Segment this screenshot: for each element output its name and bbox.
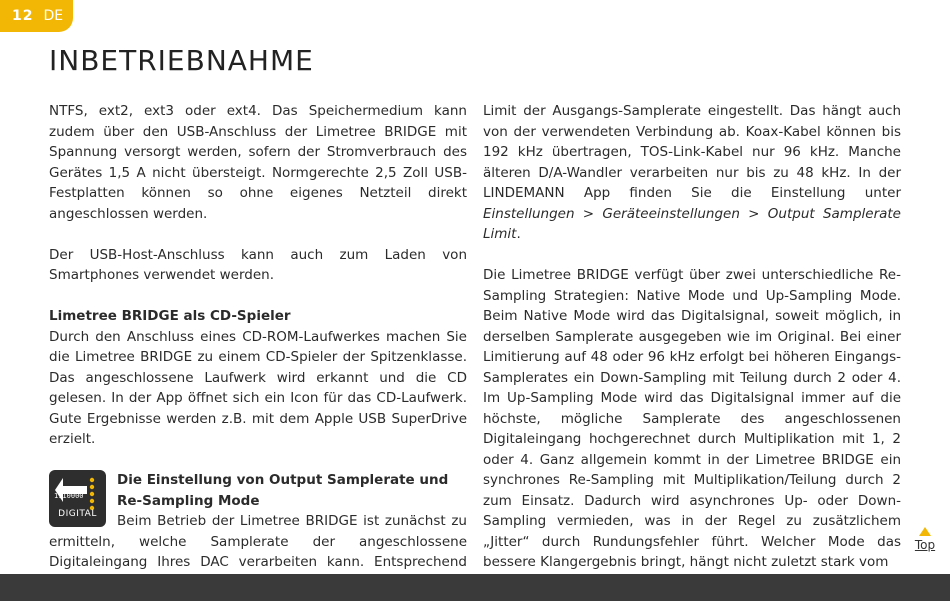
- badge-label: DIGITAL: [58, 508, 97, 519]
- settings-path: Einstellungen > Geräteeinstellungen > Output Samplerate Limit: [483, 205, 901, 242]
- language-label: DE: [43, 8, 64, 24]
- output-limit-text: Limit der Ausgangs-Samplerate eingestellt. Das hängt auch von der verwendeten Verbindung ab. Koax-Kabel können bis 192 kHz übertragen, TOS-Link-Kabel nur 96 kHz. Manche älteren D/A-Wandler verarbeiten nur bis zu 48 kHz. In der LINDEMANN App finden Sie die Einstellung unter: [483, 103, 901, 201]
- samplerate-heading-line1: Die Einstellung von Output Samplerate und: [117, 472, 449, 488]
- paragraph-samplerate: Beim Betrieb der Limetree BRIDGE ist zunächst zu ermitteln, welche Samplerate der angeschlossene Digitaleingang Ihres DAC verarbeiten kann. Entsprechend: [49, 513, 467, 570]
- paragraph-usb-charging: Der USB-Host-Anschluss kann auch zum Laden von Smartphones verwendet werden.: [49, 246, 467, 283]
- badge-bits: 1110000: [54, 492, 84, 500]
- back-to-top-link[interactable]: [910, 527, 940, 552]
- left-column: [49, 101, 467, 593]
- right-column: [483, 101, 901, 573]
- page-number: 12: [12, 8, 34, 24]
- page-title: INBETRIEBNAHME: [49, 44, 314, 77]
- arrow-up-icon: [919, 527, 931, 536]
- paragraph-output-limit: [483, 101, 901, 245]
- paragraph-storage: NTFS, ext2, ext3 oder ext4. Das Speichermedium kann zudem über den USB-Anschluss der Limetree BRIDGE mit Spannung versorgt werden, sofern der Stromverbrauch des Gerätes 1,5 A nicht übersteigt. Normgerechte 2,5 Zoll USB-Festplatten können so ohne eigenes Netzteil direkt angeschlossen werden.: [49, 103, 467, 222]
- samplerate-heading-line2: Re-Sampling Mode: [117, 492, 260, 509]
- paragraph-cd-player: Durch den Anschluss eines CD-ROM-Laufwerkes machen Sie die Limetree BRIDGE zu einem CD-Spieler der Spitzenklasse. Das angeschlossene Laufwerk wird erkannt und die CD gelesen. In der App öffnet sich ein Icon für das CD-Laufwerk. Gute Ergebnisse werden z.B. mit dem Apple USB SuperDrive erzielt.: [49, 328, 467, 447]
- footer-bar: [0, 574, 950, 601]
- top-label: Top: [914, 538, 936, 552]
- output-limit-end: .: [516, 226, 521, 242]
- cd-player-heading: Limetree BRIDGE als CD-Spieler: [49, 308, 291, 324]
- digital-input-icon: [49, 470, 106, 527]
- paragraph-resampling: Die Limetree BRIDGE verfügt über zwei unterschiedliche Re-Sampling Strategien: Native Mode und Up-Sampling Mode. Beim Native Mode wird das Digitalsignal, soweit möglich, in derselben Samplerate ausgegeben wie im Original. Bei einer Limitierung auf 48 oder 96 kHz erfolgt bei höheren Eingangs-Samplerates ein Down-Sampling mit Teilung durch 2 oder 4. Im Up-Sampling Mode wird das Digitalsignal immer auf die höchste, mögliche Samplerate des angeschlossenen Digitaleingang hochgerechnet durch Multiplikation mit 1, 2 oder 4. Ganz allgemein kommt in der Limetree BRIDGE ein synchrones Re-Sampling mit Multiplikation/Teilung durch 2 zum Einsatz. Dadurch wird asynchrones Up- oder Down-Sampling vermieden, was in der Regel zu zusätzlichem „Jitter“ durch Rundungsfehler führt. Welcher Mode das bessere Klangergebnis bringt, hängt nicht zuletzt stark vom: [483, 267, 901, 570]
- page-tab: [0, 0, 73, 32]
